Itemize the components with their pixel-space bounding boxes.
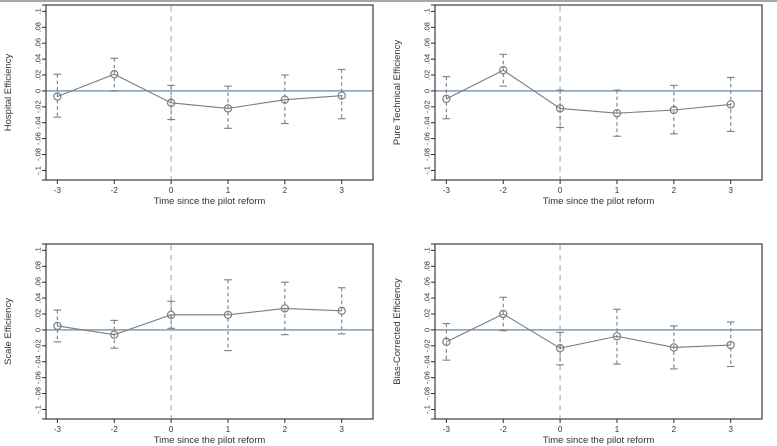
y-tick-label: .06 [422, 276, 432, 288]
x-tick-label: -2 [110, 186, 118, 195]
x-tick-label: 0 [557, 186, 563, 195]
x-tick-label: 1 [225, 186, 231, 195]
y-tick-label: .1 [33, 8, 43, 15]
y-tick-label: .1 [422, 247, 432, 254]
series-line [446, 314, 730, 348]
x-axis-label: Time since the pilot reform [542, 196, 655, 207]
panel-hospital-efficiency [0, 2, 388, 207]
y-tick-label: .04 [33, 292, 43, 304]
panel-bias-corrected-efficiency [389, 241, 777, 446]
y-tick-label: .06 [422, 37, 432, 49]
event-study-plot [389, 241, 777, 446]
y-tick-label: .02 [33, 308, 43, 320]
y-tick-label: .1 [33, 247, 43, 254]
event-study-plot [0, 241, 388, 446]
y-tick-label: .08 [33, 22, 43, 33]
plot-border [435, 244, 762, 419]
y-axis-label: Scale Efficiency [3, 298, 14, 365]
x-tick-label: 3 [728, 425, 733, 434]
x-tick-label: 2 [671, 425, 677, 434]
x-tick-label: -3 [53, 425, 61, 434]
y-tick-label: -.1 [422, 166, 432, 175]
y-tick-label: -.1 [422, 405, 432, 414]
y-tick-label: .06 [33, 37, 43, 49]
y-tick-label: -.06 [422, 371, 432, 385]
x-tick-label: 3 [339, 186, 344, 195]
x-tick-label: 1 [614, 425, 620, 434]
y-tick-label: -.08 [33, 387, 43, 401]
x-tick-label: 3 [339, 425, 344, 434]
x-tick-label: -3 [442, 425, 450, 434]
plot-border [46, 5, 373, 180]
y-tick-label: -.06 [33, 132, 43, 146]
y-tick-label: 0 [422, 88, 432, 93]
y-tick-label: .02 [422, 69, 432, 81]
event-study-plot [0, 2, 388, 207]
panel-scale-efficiency [0, 241, 388, 446]
y-tick-label: -.02 [33, 339, 43, 353]
event-study-plot [389, 2, 777, 207]
y-tick-label: -.08 [33, 148, 43, 162]
y-tick-label: -.08 [422, 387, 432, 401]
x-tick-label: 1 [225, 425, 231, 434]
x-tick-label: -3 [53, 186, 61, 195]
x-tick-label: 0 [168, 425, 174, 434]
y-tick-label: -.06 [33, 371, 43, 385]
y-tick-label: .08 [33, 261, 43, 272]
x-tick-label: 0 [557, 425, 563, 434]
y-tick-label: -.02 [422, 339, 432, 353]
x-tick-label: -2 [110, 425, 118, 434]
y-axis-label: Bias-Corrected Efficiency [392, 278, 403, 385]
x-axis-label: Time since the pilot reform [542, 435, 655, 446]
y-tick-label: -.1 [33, 166, 43, 175]
y-tick-label: -.06 [422, 132, 432, 146]
confidence-interval [224, 86, 232, 128]
x-tick-label: -2 [499, 186, 507, 195]
y-tick-label: .1 [422, 8, 432, 15]
plot-border [435, 5, 762, 180]
y-tick-label: .02 [422, 308, 432, 320]
y-tick-label: -.02 [33, 100, 43, 114]
y-tick-label: -.02 [422, 100, 432, 114]
y-tick-label: -.08 [422, 148, 432, 162]
x-axis-label: Time since the pilot reform [153, 435, 266, 446]
y-tick-label: -.04 [422, 116, 432, 130]
y-tick-label: .02 [33, 69, 43, 81]
y-tick-label: -.04 [33, 116, 43, 130]
x-tick-label: 2 [671, 186, 677, 195]
x-tick-label: 1 [614, 186, 620, 195]
x-tick-label: -3 [442, 186, 450, 195]
y-tick-label: .04 [422, 53, 432, 65]
x-tick-label: 2 [282, 186, 288, 195]
x-tick-label: 3 [728, 186, 733, 195]
panel-pure-technical-efficiency [389, 2, 777, 207]
y-tick-label: .08 [422, 22, 432, 33]
y-tick-label: 0 [33, 88, 43, 93]
y-tick-label: .06 [33, 276, 43, 288]
y-tick-label: -.1 [33, 405, 43, 414]
y-tick-label: 0 [33, 327, 43, 332]
y-tick-label: .04 [422, 292, 432, 304]
x-tick-label: 0 [168, 186, 174, 195]
y-tick-label: .08 [422, 261, 432, 272]
x-tick-label: 2 [282, 425, 288, 434]
y-tick-label: -.04 [422, 355, 432, 369]
confidence-interval [727, 322, 735, 367]
x-tick-label: -2 [499, 425, 507, 434]
y-tick-label: .04 [33, 53, 43, 65]
x-axis-label: Time since the pilot reform [153, 196, 266, 207]
y-axis-label: Hospital Efficiency [3, 53, 14, 132]
y-tick-label: -.04 [33, 355, 43, 369]
y-axis-label: Pure Technical Efficiency [392, 39, 403, 146]
y-tick-label: 0 [422, 327, 432, 332]
